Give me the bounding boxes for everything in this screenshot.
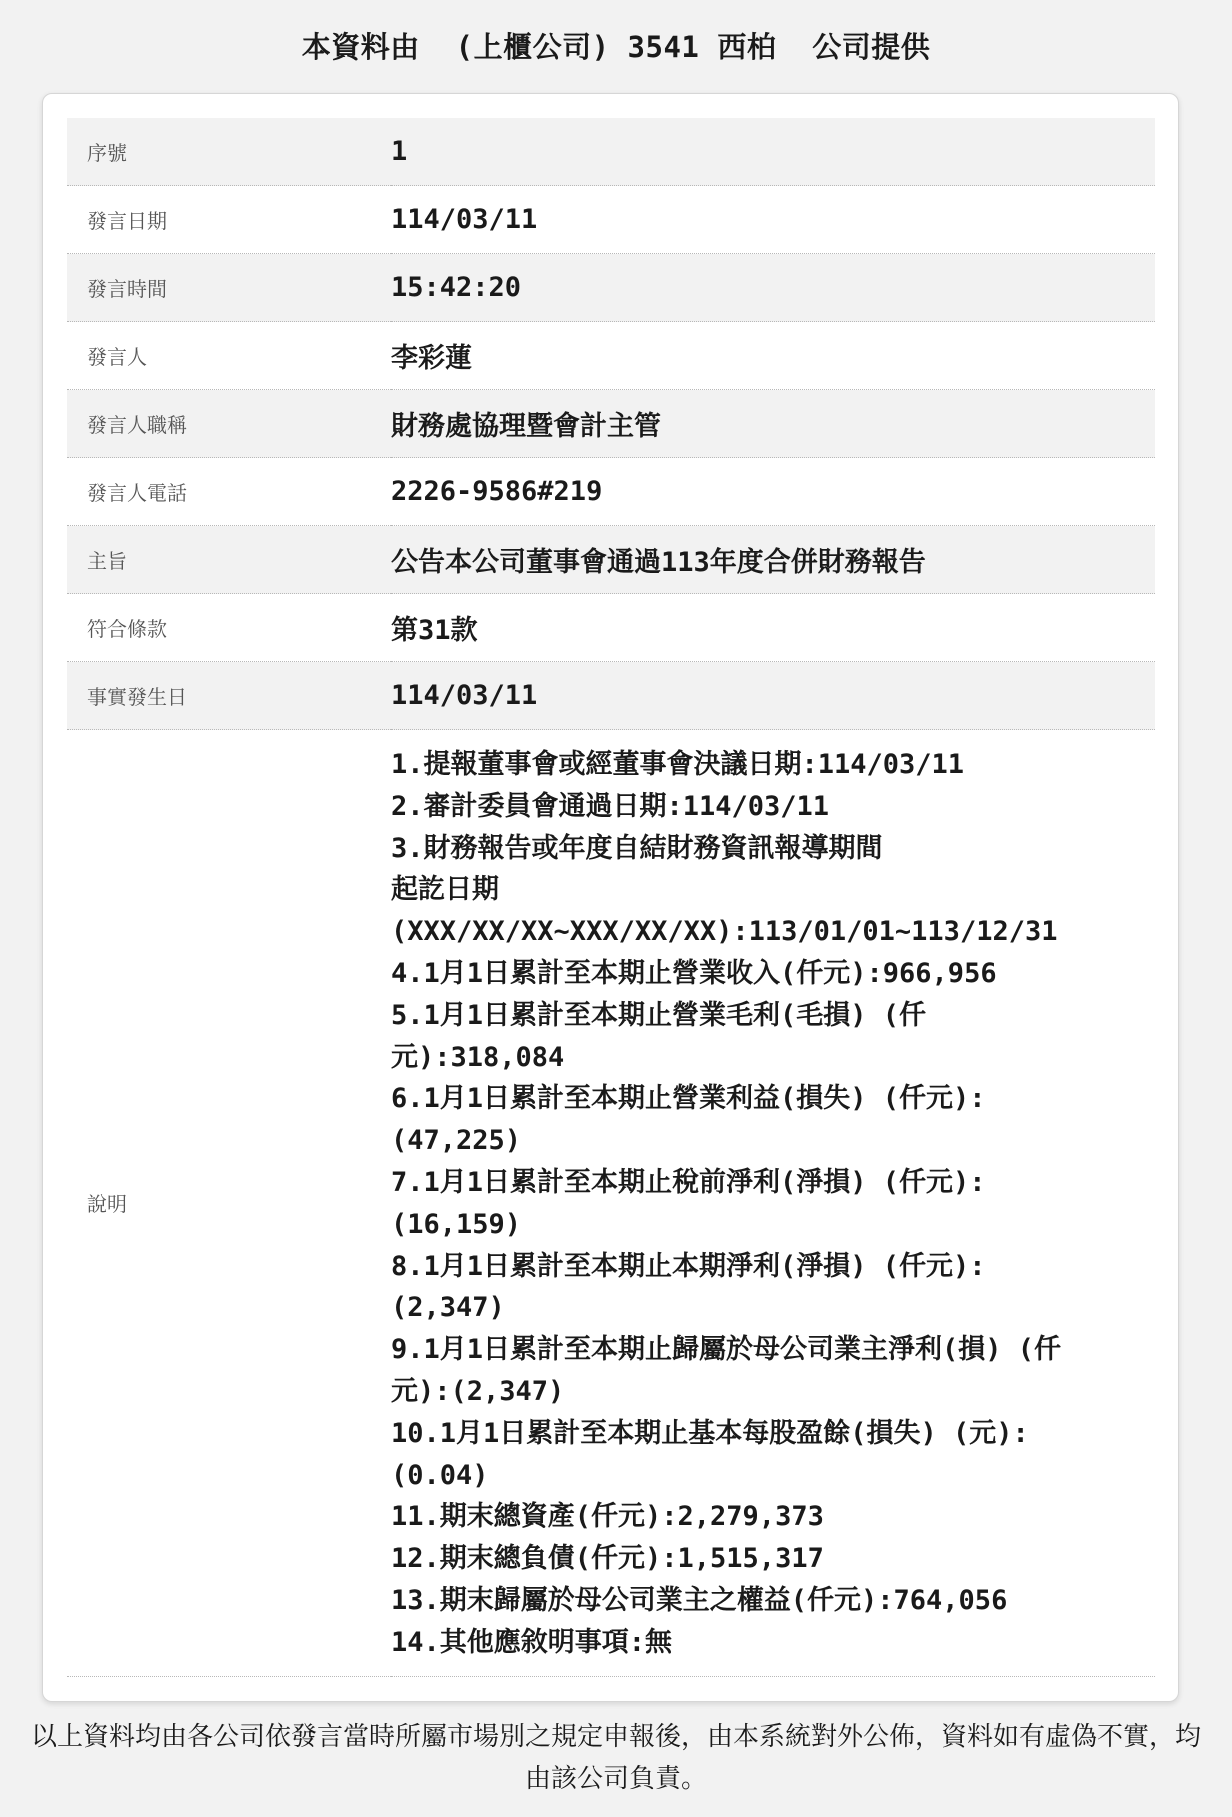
table-row-description: [67, 730, 1155, 1677]
row-label: 發言時間: [67, 254, 391, 322]
description-line: 3.財務報告或年度自結財務資訊報導期間: [391, 832, 883, 864]
table-row-title: [67, 390, 1155, 458]
row-label: 事實發生日: [67, 662, 391, 730]
row-label: 主旨: [67, 526, 391, 594]
description-line: 13.期末歸屬於母公司業主之權益(仟元):764,056: [391, 1584, 1008, 1616]
description-line: (0.04): [391, 1459, 489, 1491]
description-line: 14.其他應敘明事項:無: [391, 1626, 673, 1658]
description-line: 12.期末總負債(仟元):1,515,317: [391, 1543, 824, 1575]
description-line: 8.1月1日累計至本期止本期淨利(淨損) (仟元):: [391, 1250, 986, 1282]
row-value: 2226-9586#219: [391, 458, 1155, 526]
row-value: 第31款: [391, 594, 1155, 662]
row-label: 說明: [67, 730, 391, 1677]
description-line: 10.1月1日累計至本期止基本每股盈餘(損失) (元):: [391, 1417, 1029, 1449]
row-label: 發言人職稱: [67, 390, 391, 458]
row-value: 李彩蓮: [391, 322, 1155, 390]
description-text: [391, 730, 1155, 1677]
row-label: 符合條款: [67, 594, 391, 662]
page-title: 本資料由 (上櫃公司) 3541 西柏 公司提供: [301, 30, 931, 64]
description-line: 起訖日期: [391, 874, 499, 906]
table-row-time: [67, 254, 1155, 322]
row-label: 發言人: [67, 322, 391, 390]
row-label: 序號: [67, 118, 391, 186]
announcement-table: [67, 118, 1155, 1677]
table-row-subject: [67, 526, 1155, 594]
announcement-card: [42, 93, 1179, 1702]
disclaimer-note: 以上資料均由各公司依發言當時所屬市場別之規定申報後，由本系統對外公佈，資料如有虛偽不實，均由該公司負責。: [30, 1722, 1201, 1794]
description-line: 4.1月1日累計至本期止營業收入(仟元):966,956: [391, 957, 997, 989]
description-line: 7.1月1日累計至本期止稅前淨利(淨損) (仟元):: [391, 1166, 986, 1198]
table-row-occurrence-date: [67, 662, 1155, 730]
table-row-serial: [67, 118, 1155, 186]
table-row-spokesperson: [67, 322, 1155, 390]
row-value: 114/03/11: [391, 186, 1155, 254]
description-line: 元):(2,347): [391, 1375, 565, 1407]
table-row-phone: [67, 458, 1155, 526]
description-line: 1.提報董事會或經董事會決議日期:114/03/11: [391, 749, 965, 780]
description-line: 6.1月1日累計至本期止營業利益(損失) (仟元):: [391, 1083, 986, 1115]
row-label: 發言人電話: [67, 458, 391, 526]
description-line: 2.審計委員會通過日期:114/03/11: [391, 790, 830, 822]
row-label: 發言日期: [67, 186, 391, 254]
row-value: 公告本公司董事會通過113年度合併財務報告: [391, 526, 1155, 594]
description-line: 元):318,084: [391, 1041, 565, 1073]
description-line: (XXX/XX/XX~XXX/XX/XX):113/01/01~113/12/31: [391, 916, 1058, 948]
row-value: 15:42:20: [391, 254, 1155, 322]
row-value: 財務處協理暨會計主管: [391, 390, 1155, 458]
table-row-clause: [67, 594, 1155, 662]
table-row-date: [67, 186, 1155, 254]
row-value: 1: [391, 118, 1155, 186]
description-line: (2,347): [391, 1292, 505, 1324]
description-line: 9.1月1日累計至本期止歸屬於母公司業主淨利(損) (仟: [391, 1334, 1062, 1366]
description-line: 5.1月1日累計至本期止營業毛利(毛損) (仟: [391, 999, 927, 1031]
description-line: (16,159): [391, 1208, 522, 1240]
description-line: 11.期末總資產(仟元):2,279,373: [391, 1501, 824, 1533]
row-value: 114/03/11: [391, 662, 1155, 730]
description-line: (47,225): [391, 1125, 522, 1157]
